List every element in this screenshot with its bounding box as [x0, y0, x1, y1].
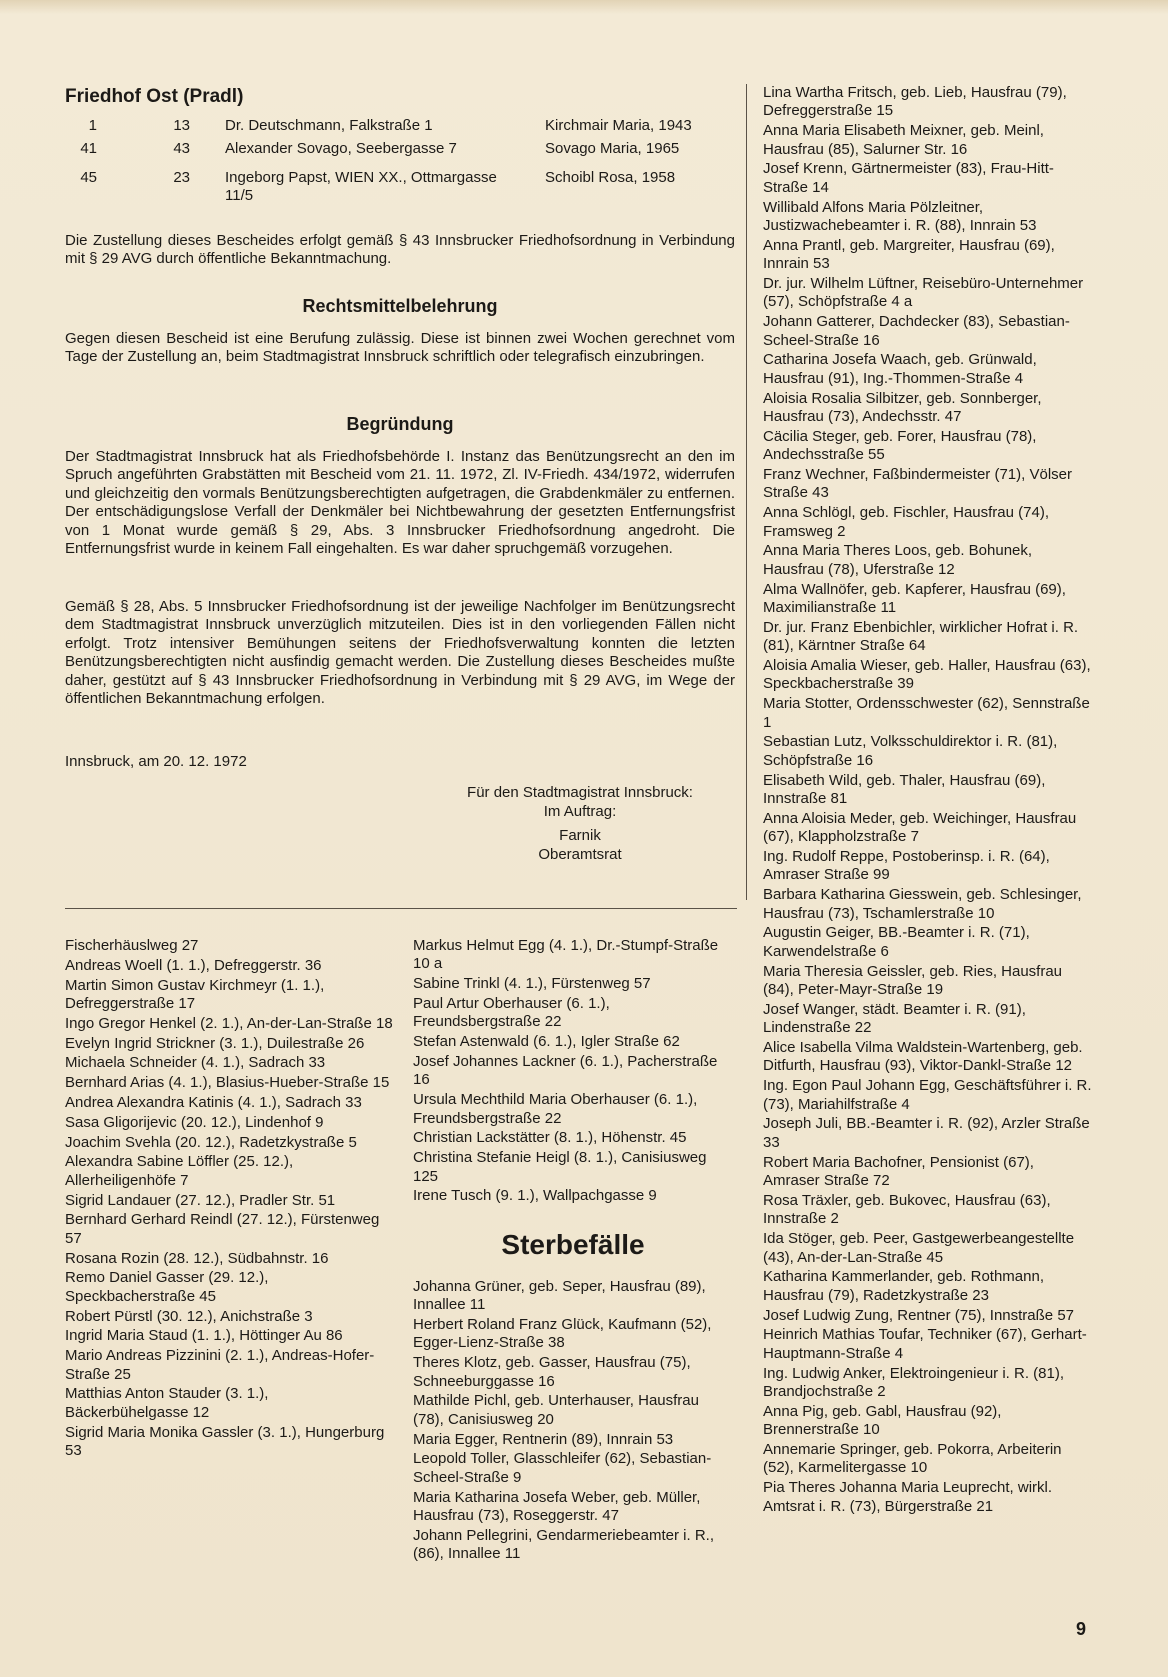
grave-col1: 41 [80, 140, 97, 157]
list-item: Theres Klotz, geb. Gasser, Hausfrau (75), Schneeburggasse 16 [413, 1354, 691, 1390]
list-item: Sigrid Landauer (27. 12.), Pradler Str. 51 [65, 1191, 336, 1209]
reasoning-paragraph-2: Gemäß § 28, Abs. 5 Innsbrucker Friedhofsordnung ist der jeweilige Nachfolger im Benützungsrecht dem Stadtmagistrat Innsbruck unverzüglich mitzuteilen. Dies ist in den vorliegenden Fällen nicht erfolgt. Trotz intensiver Bemühungen seitens der Friedhofsverwaltung konnten die letzten Benützungsberechtigten nicht ausfindig gemacht werden. Die Zustellung dieses Bescheides mußte daher, gestützt auf § 43 Innsbrucker Friedhofsordnung in Verbindung mit § 29 AVG, im Wege der öffentlichen Bekanntmachung erfolgen. [65, 598, 735, 708]
list-item: Fischerhäuslweg 27 [65, 937, 199, 954]
list-item: Josef Ludwig Zung, Rentner (75), Innstraße 57 [763, 1306, 1075, 1324]
list-item: Alice Isabella Vilma Waldstein-Wartenberg, geb. Ditfurth, Hausfrau (93), Viktor-Dankl-Straße 12 [763, 1039, 1083, 1075]
list-item: Anna Maria Elisabeth Meixner, geb. Meinl, Hausfrau (85), Salurner Str. 16 [763, 122, 1044, 158]
list-item: Ursula Mechthild Maria Oberhauser (6. 1.), Freundsbergstraße 22 [413, 1091, 698, 1127]
list-item: Bernhard Arias (4. 1.), Blasius-Hueber-Straße 15 [65, 1074, 390, 1092]
list-item: Anna Aloisia Meder, geb. Weichinger, Hausfrau (67), Klappholzstraße 7 [763, 809, 1077, 846]
list-item: Johann Gatterer, Dachdecker (83), Sebastian-Scheel-Straße 16 [763, 313, 1070, 349]
list-item: Augustin Geiger, BB.-Beamter i. R. (71), Karwendelstraße 6 [763, 924, 1030, 960]
signoff-line1: Für den Stadtmagistrat Innsbruck: [467, 784, 693, 801]
list-item: Andrea Alexandra Katinis (4. 1.), Sadrach 33 [65, 1093, 362, 1111]
page-edge-shadow [0, 0, 1168, 14]
births-left-column [65, 937, 395, 1462]
list-item: Johann Pellegrini, Gendarmeriebeamter i. R., (86), Innallee 11 [413, 1526, 714, 1563]
list-item: Catharina Josefa Waach, geb. Grünwald, Hausfrau (91), Ing.-Thommen-Straße 4 [763, 351, 1037, 387]
list-item: Aloisia Rosalia Silbitzer, geb. Sonnberger, Hausfrau (73), Andechsstr. 47 [763, 389, 1042, 426]
list-item: Robert Maria Bachofner, Pensionist (67), Amraser Straße 72 [763, 1153, 1034, 1190]
list-item: Maria Egger, Rentnerin (89), Innrain 53 [413, 1430, 674, 1448]
grave-col2: 43 [173, 140, 190, 157]
grave-col2: 23 [173, 169, 190, 186]
list-item: Herbert Roland Franz Glück, Kaufmann (52), Egger-Lienz-Straße 38 [413, 1316, 712, 1352]
list-item: Stefan Astenwald (6. 1.), Igler Straße 62 [413, 1033, 680, 1051]
grave-buried: Schoibl Rosa, 1958 [545, 169, 676, 186]
list-item: Katharina Kammerlander, geb. Rothmann, Hausfrau (79), Radetzkystraße 23 [763, 1268, 1044, 1304]
list-item: Josef Wanger, städt. Beamter i. R. (91), Lindenstraße 22 [763, 1000, 1026, 1037]
list-item: Leopold Toller, Glasschleifer (62), Sebastian-Scheel-Straße 9 [413, 1450, 712, 1486]
list-item: Ingrid Maria Staud (1. 1.), Höttinger Au 86 [65, 1327, 343, 1345]
list-item: Ing. Ludwig Anker, Elektroingenieur i. R. (81), Brandjochstraße 2 [763, 1364, 1064, 1400]
list-item: Maria Stotter, Ordensschwester (62), Sennstraße 1 [763, 695, 1090, 731]
list-item: Paul Artur Oberhauser (6. 1.), Freundsbergstraße 22 [413, 995, 610, 1031]
list-item: Dr. jur. Wilhelm Lüftner, Reisebüro-Unternehmer (57), Schöpfstraße 4 a [763, 275, 1084, 311]
place-date: Innsbruck, am 20. 12. 1972 [65, 753, 247, 770]
grave-col1: 45 [80, 169, 97, 186]
reasoning-paragraph-1: Der Stadtmagistrat Innsbruck hat als Friedhofsbehörde I. Instanz das Benützungsrecht an den im Spruch angeführten Grabstätten mit Bescheid vom 21. 11. 1972, Zl. IV-Friedh. 434/1972, widerrufen und gleichzeitig den vormals Benützungsberechtigten aufgetragen, die Grabdenkmäler zu entfernen. Der entschädigungslose Verfall der Denkmäler bei Nichtbewahrung der gesetzten Entfernungsfrist von 1 Monat wurde gemäß § 29, Abs. 3 Innsbrucker Friedhofsordnung angedroht. Die Entfernungsfrist wurde in keinem Fall eingehalten. Es war daher spruchgemäß vorzugehen. [65, 448, 735, 558]
list-item: Ingo Gregor Henkel (2. 1.), An-der-Lan-Straße 18 [65, 1014, 393, 1032]
list-item: Remo Daniel Gasser (29. 12.), Speckbacherstraße 45 [65, 1269, 269, 1305]
list-item: Anna Maria Theres Loos, geb. Bohunek, Hausfrau (78), Uferstraße 12 [763, 542, 1033, 578]
list-item: Markus Helmut Egg (4. 1.), Dr.-Stumpf-Straße 10 a [413, 937, 719, 973]
list-item: Matthias Anton Stauder (3. 1.), Bäckerbühelgasse 12 [65, 1385, 269, 1421]
list-item: Christian Lackstätter (8. 1.), Höhenstr. 45 [413, 1129, 687, 1147]
list-item: Sebastian Lutz, Volksschuldirektor i. R. (81), Schöpfstraße 16 [763, 733, 1058, 769]
list-item: Josef Johannes Lackner (6. 1.), Pacherstraße 16 [413, 1053, 718, 1089]
list-item: Lina Wartha Fritsch, geb. Lieb, Hausfrau (79), Defreggerstraße 15 [763, 84, 1067, 120]
list-item: Maria Katharina Josefa Weber, geb. Müller, Hausfrau (73), Roseggerstr. 47 [413, 1488, 701, 1525]
list-item: Barbara Katharina Giesswein, geb. Schlesinger, Hausfrau (73), Tschamlerstraße 10 [763, 886, 1082, 922]
cemetery-heading: Friedhof Ost (Pradl) [65, 86, 244, 107]
list-item: Mathilde Pichl, geb. Unterhauser, Hausfrau (78), Canisiusweg 20 [413, 1392, 699, 1428]
list-item: Johanna Grüner, geb. Seper, Hausfrau (89), Innallee 11 [413, 1277, 706, 1314]
list-item: Sigrid Maria Monika Gassler (3. 1.), Hungerburg 53 [65, 1423, 385, 1459]
list-item: Rosana Rozin (28. 12.), Südbahnstr. 16 [65, 1249, 329, 1267]
grave-col1: 1 [88, 117, 97, 134]
list-item: Ing. Egon Paul Johann Egg, Geschäftsführer i. R. (73), Mariahilfstraße 4 [763, 1077, 1092, 1113]
list-item: Mario Andreas Pizzinini (2. 1.), Andreas-Hofer-Straße 25 [65, 1347, 375, 1383]
list-item: Maria Theresia Geissler, geb. Ries, Hausfrau (84), Peter-Mayr-Straße 19 [763, 962, 1063, 999]
list-item: Anna Pig, geb. Gabl, Hausfrau (92), Brennerstraße 10 [763, 1402, 1002, 1439]
list-item: Rosa Träxler, geb. Bukovec, Hausfrau (63), Innstraße 2 [763, 1191, 1051, 1228]
grave-col2: 13 [173, 117, 190, 134]
list-item: Joseph Juli, BB.-Beamter i. R. (92), Arzler Straße 33 [763, 1115, 1090, 1151]
appeal-text: Gegen diesen Bescheid ist eine Berufung zulässig. Diese ist binnen zwei Wochen gerechnet vom Tage der Zustellung an, beim Stadtmagistrat Innsbruck schriftlich oder telegrafisch einzubringen. [65, 330, 735, 366]
list-item: Cäcilia Steger, geb. Forer, Hausfrau (78), Andechsstraße 55 [763, 427, 1037, 464]
list-item: Joachim Svehla (20. 12.), Radetzkystraße 5 [65, 1133, 357, 1151]
deaths-heading: Sterbefälle [501, 1228, 645, 1260]
list-item: Christina Stefanie Heigl (8. 1.), Canisiusweg 125 [413, 1149, 707, 1185]
list-item: Anna Prantl, geb. Margreiter, Hausfrau (69), Innrain 53 [763, 236, 1055, 273]
list-item: Anna Schlögl, geb. Fischler, Hausfrau (74), Framsweg 2 [763, 504, 1049, 540]
list-item: Sasa Gligorijevic (20. 12.), Lindenhof 9 [65, 1113, 324, 1131]
list-item: Alma Wallnöfer, geb. Kapferer, Hausfrau (69), Maximilianstraße 11 [763, 580, 1066, 617]
section-divider-horizontal [65, 908, 737, 909]
list-item: Martin Simon Gustav Kirchmeyr (1. 1.), Defreggerstraße 17 [65, 976, 325, 1012]
list-item: Sabine Trinkl (4. 1.), Fürstenweg 57 [413, 975, 651, 993]
list-item: Evelyn Ingrid Strickner (3. 1.), Duilestraße 26 [65, 1034, 365, 1052]
grave-buried: Kirchmair Maria, 1943 [545, 117, 692, 134]
grave-holder: Dr. Deutschmann, Falkstraße 1 [225, 117, 433, 134]
reasoning-title: Begründung [346, 414, 454, 434]
list-item: Aloisia Amalia Wieser, geb. Haller, Hausfrau (63), Speckbacherstraße 39 [763, 657, 1091, 693]
list-item: Irene Tusch (9. 1.), Wallpachgasse 9 [413, 1187, 657, 1205]
list-item: Pia Theres Johanna Maria Leuprecht, wirkl. Amtsrat i. R. (73), Bürgerstraße 21 [763, 1479, 1053, 1515]
list-item: Willibald Alfons Maria Pölzleitner, Justizwachebeamter i. R. (88), Innrain 53 [763, 198, 1037, 235]
signoff-line2: Im Auftrag: [543, 802, 617, 820]
list-item: Annemarie Springer, geb. Pokorra, Arbeiterin (52), Karmelitergasse 10 [763, 1440, 1062, 1477]
delivery-note: Die Zustellung dieses Bescheides erfolgt gemäß § 43 Innsbrucker Friedhofsordnung in Verbindung mit § 29 AVG durch öffentliche Bekanntmachung. [65, 232, 735, 268]
list-item: Bernhard Gerhard Reindl (27. 12.), Fürstenweg 57 [65, 1211, 380, 1247]
list-item: Franz Wechner, Faßbindermeister (71), Völser Straße 43 [763, 466, 1073, 502]
appeal-title: Rechtsmittelbelehrung [302, 296, 498, 316]
grave-buried: Sovago Maria, 1965 [545, 140, 680, 157]
list-item: Heinrich Mathias Toufar, Techniker (67), Gerhart-Hauptmann-Straße 4 [763, 1326, 1087, 1362]
page-number: 9 [1076, 1619, 1087, 1639]
list-item: Michaela Schneider (4. 1.), Sadrach 33 [65, 1054, 326, 1072]
births-deaths-middle-column [413, 937, 733, 1565]
signoff-block [430, 784, 730, 864]
list-item: Robert Pürstl (30. 12.), Anichstraße 3 [65, 1307, 313, 1325]
signoff-name: Farnik [559, 827, 601, 844]
list-item: Elisabeth Wild, geb. Thaler, Hausfrau (69), Innstraße 81 [763, 771, 1046, 808]
list-item: Alexandra Sabine Löffler (25. 12.), Allerheiligenhöfe 7 [65, 1153, 294, 1189]
list-item: Andreas Woell (1. 1.), Defreggerstr. 36 [65, 956, 322, 974]
list-item: Ing. Rudolf Reppe, Postoberinsp. i. R. (64), Amraser Straße 99 [763, 848, 1050, 884]
list-item: Ida Stöger, geb. Peer, Gastgewerbeangestellte (43), An-der-Lan-Straße 45 [763, 1230, 1075, 1266]
column-divider-vertical [746, 84, 747, 900]
grave-holder: Ingeborg Papst, WIEN XX., Ottmargasse 11/5 [225, 169, 497, 204]
list-item: Dr. jur. Franz Ebenbichler, wirklicher Hofrat i. R. (81), Kärntner Straße 64 [763, 618, 1079, 655]
signoff-rank: Oberamtsrat [538, 845, 622, 863]
list-item: Josef Krenn, Gärtnermeister (83), Frau-Hitt-Straße 14 [763, 160, 1054, 196]
grave-holder: Alexander Sovago, Seebergasse 7 [225, 140, 457, 157]
deaths-right-column [763, 84, 1093, 1517]
